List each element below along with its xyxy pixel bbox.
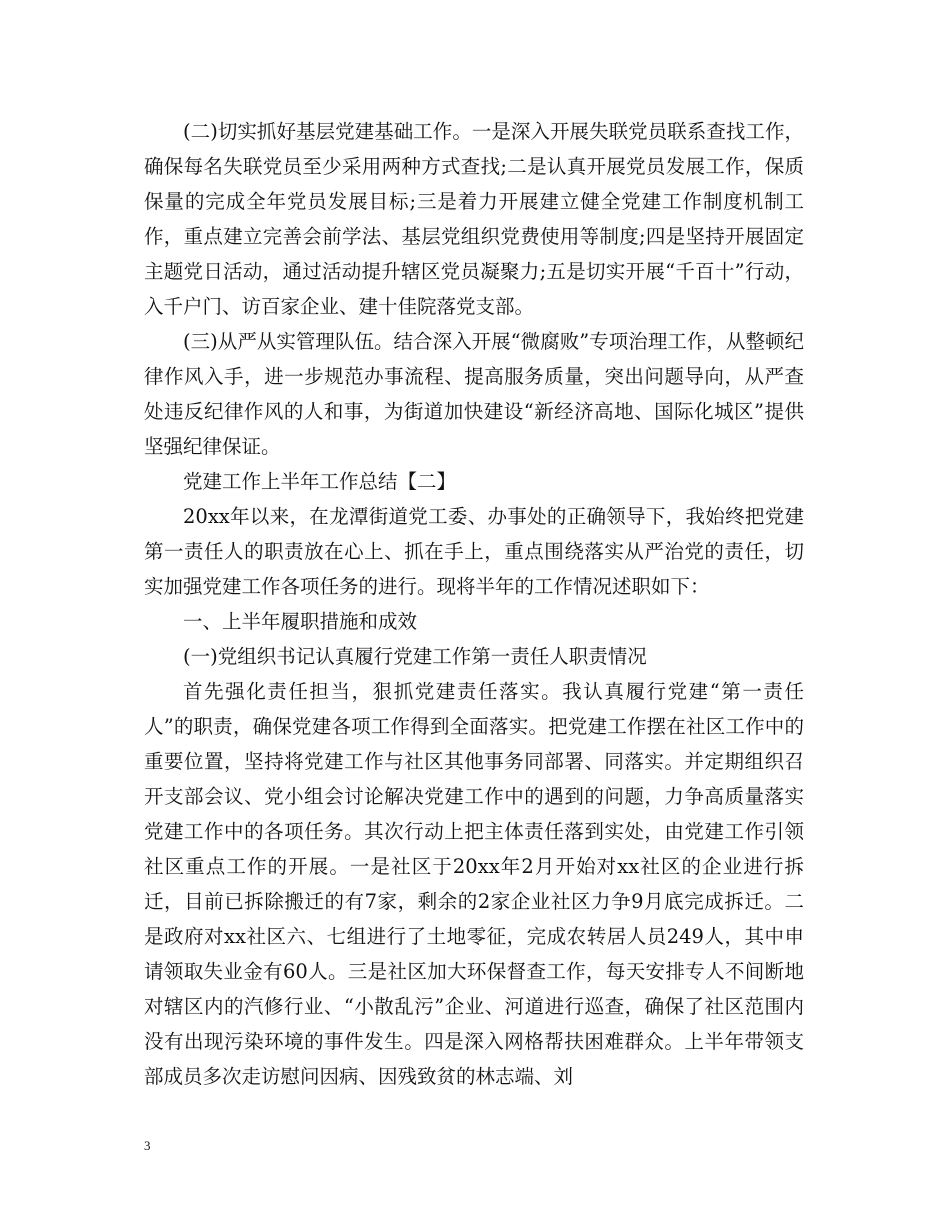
document-body (144, 114, 804, 1094)
paragraph-responsibility-details: 首先强化责任担当，狠抓党建责任落实。我认真履行党建“第一责任人”的职责，确保党建各项工作得到全面落实。把党建工作摆在社区工作中的重要位置，坚持将党建工作与社区其他事务同部署、同落实。并定期组织召开支部会议、党小组会讨论解决党建工作中的遇到的问题，力争高质量落实党建工作中的各项任务。其次行动上把主体责任落到实处，由党建工作引领社区重点工作的开展。一是社区于20xx年2月开始对xx社区的企业进行拆迁，目前已拆除搬迁的有7家，剩余的2家企业社区力争9月底完成拆迁。二是政府对xx社区六、七组进行了土地零征，完成农转居人员249人，其中申请领取失业金有60人。三是社区加大环保督查工作，每天安排专人不间断地对辖区内的汽修行业、“小散乱污”企业、河道进行巡查，确保了社区范围内没有出现污染环境的事件发生。四是深入网格帮扶困难群众。上半年带领支部成员多次走访慰问因病、因残致贫的林志端、刘 (144, 680, 804, 1088)
page-number: 3 (144, 1138, 151, 1153)
paragraph-basic-party-work: (二)切实抓好基层党建基础工作。一是深入开展失联党员联系查找工作，确保每名失联党员至少采用两种方式查找;二是认真开展党员发展工作，保质保量的完成全年党员发展目标;三是着力开展建立健全党建工作制度机制工作，重点建立完善会前学法、基层党组织党费使用等制度;四是坚持开展固定主题党日活动，通过活动提升辖区党员凝聚力;五是切实开展“千百十”行动，入千户门、访百家企业、建十佳院落党支部。 (144, 120, 804, 318)
paragraph-team-management: (三)从严从实管理队伍。结合深入开展“微腐败”专项治理工作，从整顿纪律作风入手，进一步规范办事流程、提高服务质量，突出问题导向，从严查处违反纪律作风的人和事，为街道加快建设“新经济高地、国际化城区”提供坚强纪律保证。 (144, 330, 804, 458)
paragraph-introduction: 20xx年以来，在龙潭街道党工委、办事处的正确领导下，我始终把党建第一责任人的职责放在心上、抓在手上，重点围绕落实从严治党的责任，切实加强党建工作各项任务的进行。现将半年的工作情况述职如下： (144, 505, 804, 598)
section-title-summary-two: 党建工作上半年工作总结【二】 (183, 470, 457, 493)
section-heading-measures: 一、上半年履职措施和成效 (183, 610, 418, 633)
subsection-heading-secretary-duty: (一)党组织书记认真履行党建工作第一责任人职责情况 (183, 645, 647, 668)
